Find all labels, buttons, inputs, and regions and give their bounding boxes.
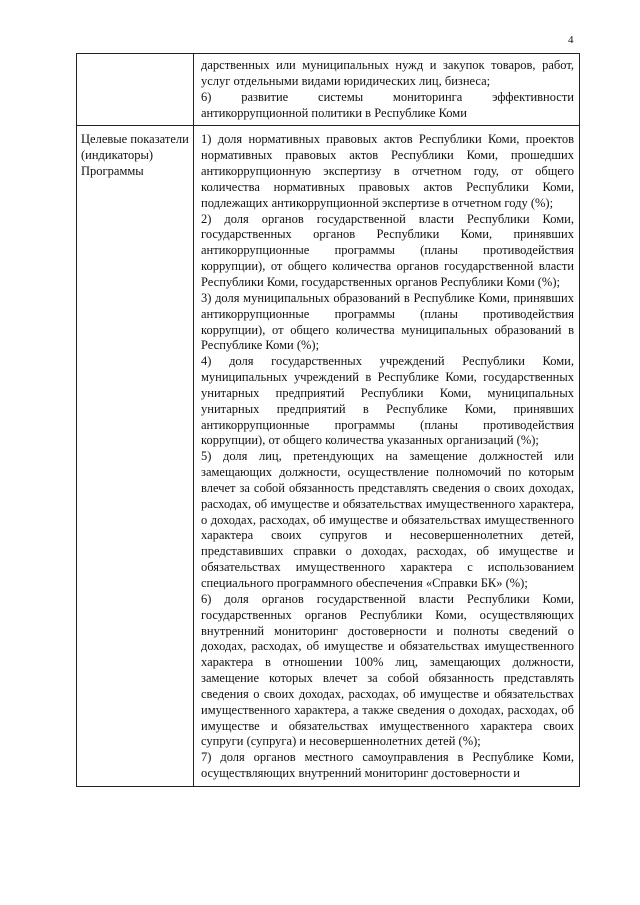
list-item: 5) доля лиц, претендующих на замещение должностей или замещающих должности, осуществление полномочий по которым влечет за собой обязанность представлять сведения о своих доходах, расходах, об имуществе и обязательствах имущественного характера, о доходах, расходах, об имуществе и обязательствах имущественного характера своих супругов и несовершеннолетних детей, представивших справки о доходах, расходах, об имуществе и обязательствах имущественного характера с использованием специального программного обеспечения «Справки БК» (%);: [201, 449, 574, 590]
list-item: 7) доля органов местного самоуправления в Республике Коми, осуществляющих внутренний мониторинг достоверности и: [201, 750, 574, 781]
list-item: 3) доля муниципальных образований в Республике Коми, принявших антикоррупционные программы (планы противодействия коррупции), от общего количества муниципальных образований в Республике Коми (%);: [201, 290, 574, 353]
list-item: 2) доля органов государственной власти Республики Коми, государственных органов Республики Коми, принявших антикоррупционные программы (планы противодействия коррупции), от общего количества органов государственной власти Республики Коми, государственных органов Республики Коми (%);: [201, 211, 574, 289]
program-passport-table: [76, 53, 580, 787]
row-content: [194, 54, 580, 126]
row-label: [77, 54, 194, 126]
list-item: дарственных или муниципальных нужд и закупок товаров, работ, услуг отдельными видами юридических лиц, бизнеса;: [201, 58, 574, 88]
row-content: [194, 126, 580, 787]
list-item: 4) доля государственных учреждений Республики Коми, муниципальных учреждений в Республике Коми, государственных унитарных предприятий Республики Коми, муниципальных унитарных предприятий в Республике Коми, принявших антикоррупционные программы (планы противодействия коррупции), от общего количества указанных организаций (%);: [201, 354, 574, 448]
list-item: 6) доля органов государственной власти Республики Коми, государственных органов Республики Коми, осуществляющих внутренний мониторинг достоверности и полноты сведений о доходах, расходах, об имуществе и обязательствах имущественного характера в отношении 100% лиц, замещающих должности, замещение которых влечет за собой обязанность представлять сведения о своих доходах, расходах, об имуществе и обязательствах имущественного характера, а также сведения о доходах, расходах, об имуществе и обязательствах имущественного характера своих супруги (супруга) и несовершеннолетних детей (%);: [201, 591, 574, 749]
table-row: [77, 126, 580, 787]
list-item: 6) развитие системы мониторинга эффективности антикоррупционной политики в Республике Коми: [201, 89, 574, 120]
list-item: 1) доля нормативных правовых актов Республики Коми, проектов нормативных правовых актов Республики Коми, прошедших антикоррупционную экспертизу в отчетном году, от общего количества нормативных правовых актов Республики Коми, подлежащих антикоррупционной экспертизе в отчетном году (%);: [201, 132, 574, 210]
table-row: [77, 54, 580, 126]
row-label: Целевые показатели (индикаторы) Программы: [77, 126, 194, 787]
page-number: 4: [568, 34, 574, 46]
